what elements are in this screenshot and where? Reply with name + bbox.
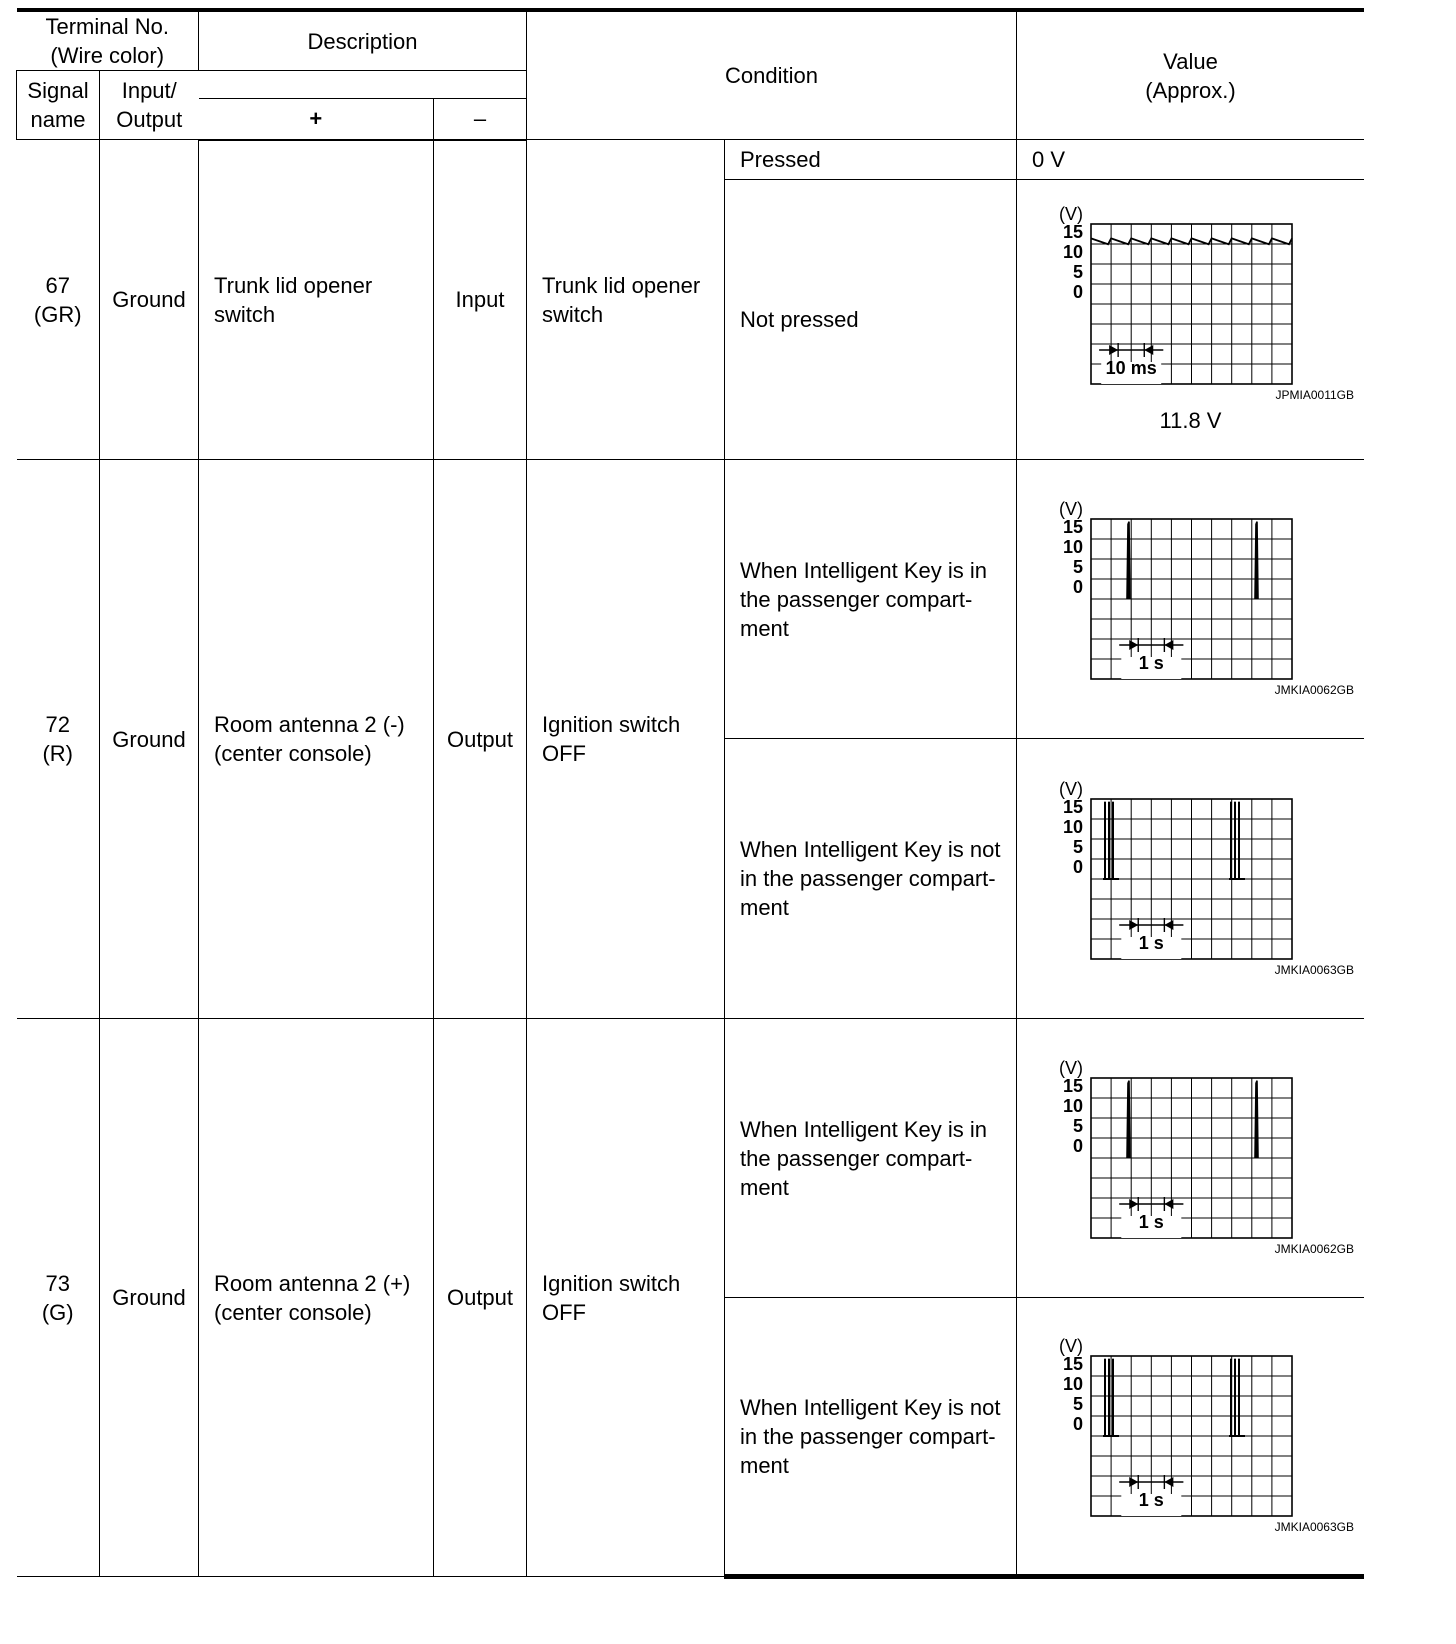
waveform-jmkia0062gb — [1017, 1058, 1364, 1258]
value-67-not-pressed: 11.8 V — [1159, 408, 1222, 433]
header-terminal-no: Terminal No. (Wire color) — [17, 10, 199, 71]
y-tick-15: 15 — [1062, 796, 1083, 817]
scope-grid — [1091, 799, 1292, 959]
header-value: Value (Approx.) — [1017, 10, 1365, 140]
io-67: Input — [434, 140, 527, 460]
header-signal-name: Signal name — [17, 71, 100, 140]
pulse — [1255, 522, 1258, 599]
condition-73: Ignition switch OFF — [527, 1019, 725, 1577]
signal-73: Room antenna 2 (+) (center console) — [199, 1019, 434, 1577]
ground-73: Ground — [100, 1019, 199, 1577]
terminal-spec-table — [16, 8, 1364, 1579]
y-tick-0: 0 — [1072, 1414, 1083, 1434]
value-73-key-not-in-cell — [1017, 1298, 1365, 1577]
condition-72: Ignition switch OFF — [527, 460, 725, 1019]
subcondition-67-not-pressed: Not pressed — [725, 180, 1017, 460]
header-input-output: Input/ Output — [100, 71, 199, 140]
header-minus: – — [434, 99, 527, 140]
value-67-not-pressed-cell — [1017, 180, 1365, 460]
ground-67: Ground — [100, 140, 199, 460]
time-label: 1 s — [1138, 932, 1164, 953]
image-id: JMKIA0063GB — [1274, 1520, 1354, 1534]
unit-label: (V) — [1059, 499, 1083, 519]
y-tick-15: 15 — [1062, 1354, 1083, 1374]
value-72-key-not-in-cell — [1017, 739, 1365, 1019]
y-tick-5: 5 — [1072, 836, 1083, 857]
y-tick-0: 0 — [1072, 1136, 1083, 1156]
marker-arrow-left — [1129, 640, 1138, 650]
subcondition-72-key-not-in: When Intelligent Key is not in the passenger compart- ment — [725, 739, 1017, 1019]
y-tick-15: 15 — [1062, 222, 1083, 242]
time-label: 10 ms — [1105, 358, 1157, 378]
y-tick-10: 10 — [1062, 1096, 1083, 1116]
marker-arrow-right — [1164, 1477, 1173, 1487]
y-tick-0: 0 — [1072, 282, 1083, 302]
signal-72: Room antenna 2 (-) (center console) — [199, 460, 434, 1019]
signal-67: Trunk lid opener switch — [199, 140, 434, 460]
y-tick-5: 5 — [1072, 262, 1083, 282]
waveform-jmkia0063gb — [1017, 779, 1364, 979]
y-tick-0: 0 — [1072, 856, 1083, 877]
marker-arrow-left — [1109, 345, 1118, 355]
marker-arrow-left — [1129, 1199, 1138, 1209]
y-tick-0: 0 — [1072, 577, 1083, 597]
unit-label: (V) — [1059, 1058, 1083, 1078]
waveform-jmkia0063gb — [1017, 1336, 1364, 1536]
marker-arrow-right — [1164, 1199, 1173, 1209]
scope-grid — [1091, 1356, 1292, 1516]
image-id: JPMIA0011GB — [1275, 388, 1354, 402]
time-label: 1 s — [1138, 1490, 1164, 1510]
y-tick-10: 10 — [1062, 1374, 1083, 1394]
subcondition-72-key-in: When Intelligent Key is in the passenger compart- ment — [725, 460, 1017, 739]
y-tick-5: 5 — [1072, 1394, 1083, 1414]
marker-arrow-left — [1129, 920, 1138, 930]
waveform-trace — [1103, 1359, 1245, 1436]
header-condition: Condition — [527, 10, 1017, 140]
y-tick-5: 5 — [1072, 557, 1083, 577]
io-73: Output — [434, 1019, 527, 1577]
pulse — [1255, 1081, 1258, 1158]
y-tick-5: 5 — [1072, 1116, 1083, 1136]
header-plus: + — [199, 99, 434, 140]
marker-arrow-right — [1164, 920, 1173, 930]
waveform-jpmia0011gb — [1017, 204, 1364, 404]
unit-label: (V) — [1059, 778, 1083, 799]
waveform-jmkia0062gb — [1017, 499, 1364, 699]
pulse — [1127, 522, 1130, 599]
waveform-trace — [1127, 522, 1258, 599]
unit-label: (V) — [1059, 1336, 1083, 1356]
marker-arrow-right — [1144, 345, 1153, 355]
terminal-67: 67 (GR) — [17, 140, 100, 460]
time-label: 1 s — [1138, 653, 1164, 673]
waveform-trace — [1103, 801, 1245, 878]
waveform-trace — [1127, 1081, 1258, 1158]
value-67-pressed: 0 V — [1017, 140, 1365, 180]
marker-arrow-left — [1129, 1477, 1138, 1487]
marker-arrow-right — [1164, 640, 1173, 650]
value-73-key-in-cell — [1017, 1019, 1365, 1298]
unit-label: (V) — [1059, 204, 1083, 224]
y-tick-10: 10 — [1062, 242, 1083, 262]
scope-grid — [1091, 519, 1292, 679]
y-tick-15: 15 — [1062, 517, 1083, 537]
image-id: JMKIA0063GB — [1274, 962, 1354, 977]
condition-67: Trunk lid opener switch — [527, 140, 725, 460]
y-tick-15: 15 — [1062, 1076, 1083, 1096]
io-72: Output — [434, 460, 527, 1019]
time-label: 1 s — [1138, 1212, 1164, 1232]
subcondition-73-key-not-in: When Intelligent Key is not in the passenger compart- ment — [725, 1298, 1017, 1577]
y-tick-10: 10 — [1062, 537, 1083, 557]
value-72-key-in-cell — [1017, 460, 1365, 739]
subcondition-67-pressed: Pressed — [725, 140, 1017, 180]
scope-grid — [1091, 1078, 1292, 1238]
ground-72: Ground — [100, 460, 199, 1019]
subcondition-73-key-in: When Intelligent Key is in the passenger compart- ment — [725, 1019, 1017, 1298]
header-description: Description — [199, 10, 527, 71]
y-tick-10: 10 — [1062, 816, 1083, 837]
pulse — [1127, 1081, 1130, 1158]
terminal-72: 72 (R) — [17, 460, 100, 1019]
image-id: JMKIA0062GB — [1274, 683, 1354, 697]
terminal-73: 73 (G) — [17, 1019, 100, 1577]
image-id: JMKIA0062GB — [1274, 1242, 1354, 1256]
